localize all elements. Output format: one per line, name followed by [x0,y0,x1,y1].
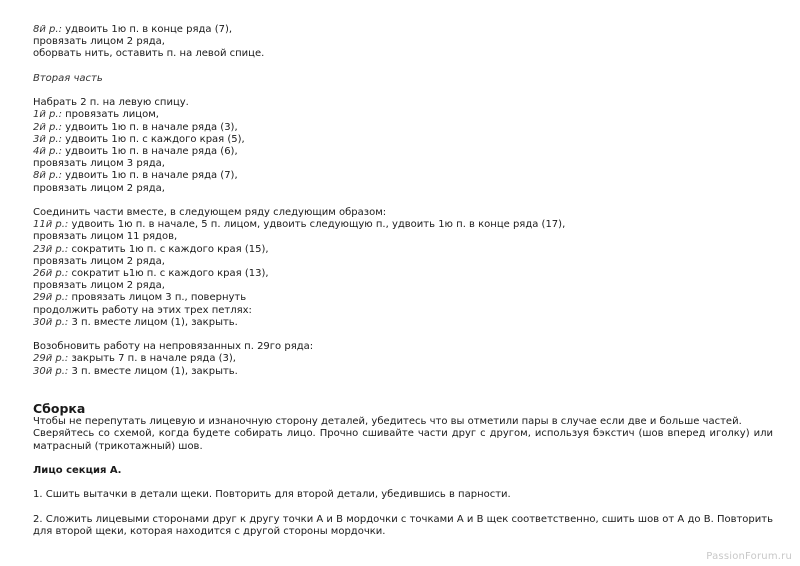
row-text: удвоить 1ю п. в начале ряда (7), [61,170,238,182]
row-text: оборвать нить, оставить п. на левой спице. [33,48,265,60]
row-text: Соединить части вместе, в следующем ряду следующим образом: [33,207,387,218]
row-label: 8й р.: [33,24,62,35]
face-step-2: 2. Сложить лицевыми сторонами друг к другу точки А и В мордочки с точками А и В щек соответственно, сшить шов от А до В. Повторить для второй щеки, которая находится с другой стороны мордочки. [33,513,773,537]
instruction-line [33,268,773,280]
block-b [33,97,773,195]
row-label: 4й р.: [33,146,62,157]
instruction-line [33,36,773,48]
row-label: 1й р.: [33,109,62,121]
face-section-heading: Лицо секция А. [33,465,122,476]
instruction-line [33,219,773,231]
instruction-line [33,366,773,378]
instruction-line [33,48,773,60]
instruction-line [33,158,773,170]
instruction-line [33,97,773,109]
document-page [33,24,773,538]
row-text: провязать лицом 3 ряда, [33,158,165,170]
instruction-line [33,231,773,243]
row-text: продолжить работу на этих трех петлях: [33,304,252,316]
row-text: закрыть 7 п. в начале ряда (3), [68,353,236,365]
row-label: 29й р.: [33,292,69,304]
instruction-line [33,109,773,121]
row-text: провязать лицом 11 рядов, [33,231,178,243]
instruction-line [33,24,773,36]
assembly-heading: Сборка [33,401,86,417]
row-text: сократит ь1ю п. с каждого края (13), [68,268,269,280]
row-text: удвоить 1ю п. в начале ряда (6), [61,146,238,157]
watermark: PassionForum.ru [706,551,792,562]
row-label: 11й р.: [33,219,69,231]
row-text: 3 п. вместе лицом (1), закрыть. [68,365,238,377]
instruction-line [33,305,773,317]
row-text: провязать лицом 2 ряда, [33,255,165,267]
instruction-line [33,134,773,146]
row-text: провязать лицом 3 п., повернуть [68,292,247,304]
row-text: сократить 1ю п. с каждого края (15), [68,243,269,255]
row-text: 3 п. вместе лицом (1), закрыть. [68,316,238,328]
instruction-line [33,207,773,219]
row-text: провязать лицом 2 ряда, [33,280,165,292]
instruction-line [33,317,773,329]
row-text: провязать лицом, [61,109,159,121]
instruction-line [33,170,773,182]
row-text: удвоить 1ю п. в начале, 5 п. лицом, удвоить следующую п., удвоить 1ю п. в конце ряда (17), [68,219,566,231]
instruction-line [33,292,773,304]
block-c [33,207,773,329]
row-label: 2й р.: [33,121,62,133]
row-label: 26й р.: [33,268,69,280]
row-text: Набрать 2 п. на левую спицу. [33,97,189,109]
row-text: провязать лицом 2 ряда, [33,182,165,194]
row-label: 30й р.: [33,365,69,377]
row-label: 3й р.: [33,133,62,145]
face-step-1: 1. Сшить вытачки в детали щеки. Повторить для второй детали, убедившись в парности. [33,489,511,501]
row-label: 23й р.: [33,243,69,255]
assembly-paragraph: Сверяйтесь со схемой, когда будете собирать лицо. Прочно сшивайте части друг с другом, используя бэкстич (шов вперед иголку) или матрасный (трикотажный) шов. [33,428,773,452]
instruction-line [33,146,773,158]
row-label: 8й р.: [33,170,62,182]
instruction-line [33,341,773,353]
instruction-line [33,256,773,268]
row-text: Возобновить работу на непровязанных п. 29го ряда: [33,341,314,353]
row-label: 30й р.: [33,316,69,328]
instruction-line [33,244,773,256]
instruction-line [33,353,773,365]
row-text: удвоить 1ю п. в начале ряда (3), [61,121,238,133]
second-part-title: Вторая часть [33,72,103,84]
instruction-line [33,280,773,292]
row-text: удвоить 1ю п. в конце ряда (7), [61,24,233,35]
instruction-line [33,183,773,195]
block-d [33,341,773,378]
row-text: удвоить 1ю п. с каждого края (5), [61,133,245,145]
block-a [33,24,773,61]
assembly-line: Чтобы не перепутать лицевую и изнаночную сторону деталей, убедитесь что вы отметили пары в случае если две и больше частей. [33,416,742,428]
row-label: 29й р.: [33,353,69,365]
instruction-line [33,122,773,134]
row-text: провязать лицом 2 ряда, [33,36,165,48]
